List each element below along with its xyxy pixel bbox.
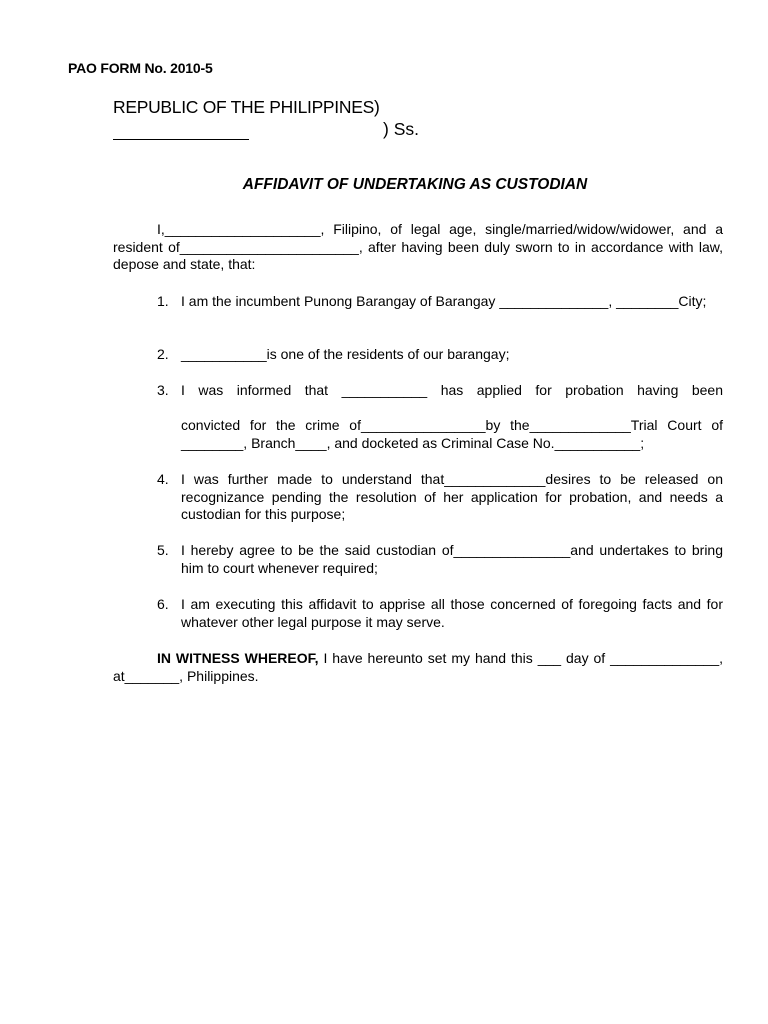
- item-text: I hereby agree to be the said custodian of_______________and undertakes to bring him to court whenever required;: [181, 542, 723, 576]
- item-text: ___________is one of the residents of our barangay;: [181, 346, 510, 362]
- intro-paragraph: I,____________________, Filipino, of legal age, single/married/widow/widower, and a resident of_______________________, after having been duly sworn to in accordance with law, depose and state, that:: [113, 221, 723, 272]
- list-item: [157, 382, 723, 400]
- list-item: [157, 346, 723, 364]
- venue-ss: ) Ss.: [383, 119, 419, 139]
- item-continuation: [181, 417, 723, 452]
- list-item: [157, 471, 723, 524]
- list-item: [157, 293, 723, 311]
- witness-lead: IN WITNESS WHEREOF,: [157, 650, 319, 666]
- witness-paragraph: [113, 650, 723, 685]
- witness-text: I have hereunto set my hand this ___ day of ______________, at_______, Philippines.: [113, 650, 724, 684]
- list-item: [157, 542, 723, 577]
- venue-republic: REPUBLIC OF THE PHILIPPINES): [113, 97, 380, 117]
- item-text: I was further made to understand that_____________desires to be released on recognizance pending the resolution of her application for probation, and needs a custodian for this purpose;: [181, 471, 723, 522]
- form-number: PAO FORM No. 2010-5: [68, 60, 213, 76]
- document-title: AFFIDAVIT OF UNDERTAKING AS CUSTODIAN: [242, 176, 588, 193]
- venue-province-line: [113, 119, 419, 140]
- item-number: 1.: [157, 293, 169, 309]
- item-number: 5.: [157, 542, 169, 558]
- item-number: 2.: [157, 346, 169, 362]
- item-text: I am the incumbent Punong Barangay of Barangay ______________, ________City;: [181, 293, 707, 309]
- venue-blank-line: [113, 121, 249, 140]
- item-number: 3.: [157, 382, 169, 398]
- item-number: 4.: [157, 471, 169, 487]
- item-continuation-text: convicted for the crime of________________by the_____________Trial Court of ________, Branch____, and docketed as Criminal Case No.___________;: [181, 417, 723, 451]
- item-text: I am executing this affidavit to apprise all those concerned of foregoing facts and for whatever other legal purpose it may serve.: [181, 596, 723, 630]
- item-text: I was informed that ___________ has applied for probation having been: [181, 382, 723, 398]
- list-item: [157, 596, 723, 631]
- item-number: 6.: [157, 596, 169, 612]
